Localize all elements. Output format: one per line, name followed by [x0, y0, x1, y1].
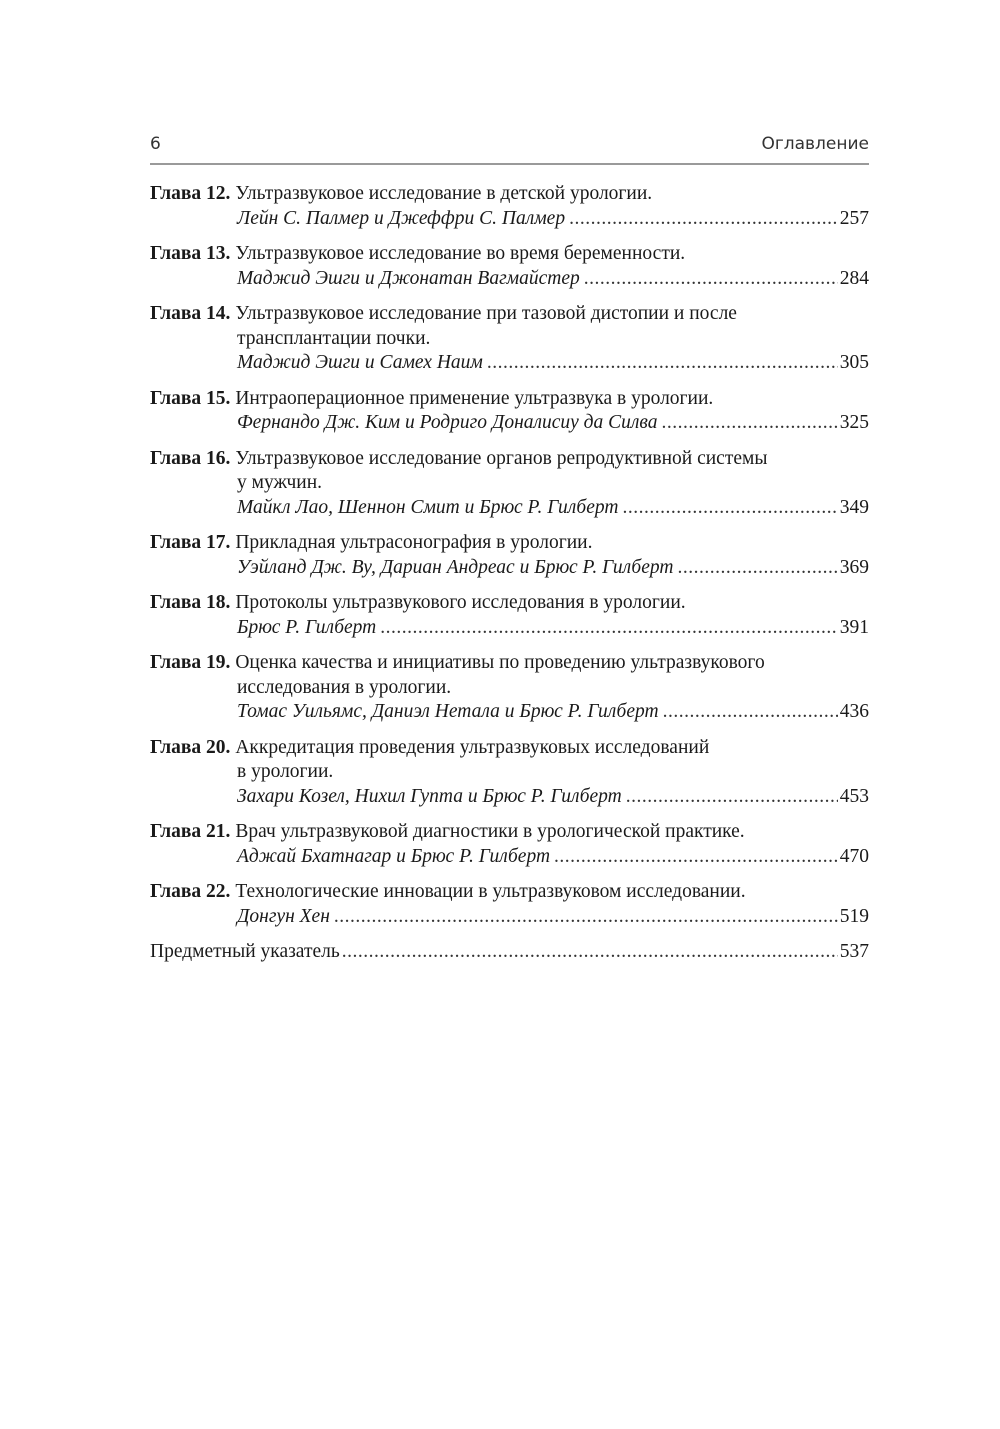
- page-reference: 325: [839, 412, 869, 433]
- chapter-author-line: [150, 700, 869, 725]
- toc-entry-chapter-18[interactable]: [150, 591, 869, 640]
- chapter-authors: Захари Козел, Нихил Гупта и Брюс Р. Гилберт: [237, 785, 622, 807]
- chapter-author-line: [150, 845, 869, 870]
- toc-entry-chapter-12[interactable]: [150, 182, 869, 231]
- chapter-title-line: [150, 880, 869, 905]
- chapter-author-line: [150, 207, 869, 232]
- toc-entry-chapter-21[interactable]: [150, 820, 869, 869]
- dot-leader: [663, 700, 838, 725]
- page-reference: 305: [839, 352, 869, 373]
- chapter-label: Глава 19.: [150, 652, 231, 673]
- page-reference: 349: [839, 496, 869, 518]
- dot-leader: [626, 785, 838, 810]
- page-reference: 391: [839, 616, 869, 638]
- dot-leader: [622, 496, 837, 521]
- chapter-title: Оценка качества и инициативы по проведению ультразвукового: [235, 652, 765, 673]
- chapter-label: Глава 22.: [150, 881, 231, 902]
- page-reference: 436: [839, 701, 869, 722]
- toc-entry-chapter-13[interactable]: [150, 242, 869, 291]
- toc-entry-chapter-22[interactable]: [150, 880, 869, 929]
- chapter-author-line: [150, 411, 869, 436]
- chapter-title-continuation: в урологии.: [237, 761, 334, 782]
- chapter-label: Глава 14.: [150, 303, 231, 324]
- dot-leader: [487, 351, 838, 376]
- chapter-title-continuation: исследования в урологии.: [237, 676, 452, 698]
- page-reference: 369: [839, 556, 869, 578]
- dot-leader: [584, 267, 838, 292]
- chapter-author-line: [150, 905, 869, 930]
- chapter-authors: Томас Уильямс, Даниэл Нетала и Брюс Р. Гилберт: [237, 701, 659, 722]
- chapter-label: Глава 17.: [150, 532, 231, 553]
- page-reference: 470: [839, 845, 869, 867]
- chapter-title-line: [150, 182, 869, 207]
- chapter-authors: Донгун Хен: [237, 905, 330, 927]
- chapter-title-line: [150, 651, 869, 676]
- chapter-title-line: [150, 591, 869, 616]
- dot-leader: [334, 905, 838, 930]
- chapter-authors: Фернандо Дж. Ким и Родриго Доналисиу да Силва: [237, 412, 658, 433]
- chapter-author-line: [150, 556, 869, 581]
- chapter-title-continuation: у мужчин.: [237, 472, 322, 493]
- page-header: [150, 134, 869, 156]
- chapter-authors: Аджай Бхатнагар и Брюс Р. Гилберт: [237, 845, 551, 867]
- chapter-label: Глава 15.: [150, 387, 231, 409]
- page-reference: 537: [839, 941, 869, 962]
- chapter-title-line: [150, 820, 869, 845]
- chapter-title-line: [150, 447, 869, 472]
- table-of-contents: [150, 182, 869, 965]
- page-reference: 453: [839, 785, 869, 807]
- toc-entry-chapter-15[interactable]: [150, 387, 869, 436]
- chapter-title-line: [150, 387, 869, 412]
- chapter-title: Интраоперационное применение ультразвука в урологии.: [235, 387, 714, 409]
- header-divider: [150, 163, 869, 165]
- chapter-title: Протоколы ультразвукового исследования в урологии.: [235, 592, 686, 613]
- chapter-title: Ультразвуковое исследование в детской урологии.: [235, 183, 653, 204]
- chapter-label: Глава 18.: [150, 592, 231, 613]
- chapter-authors: Брюс Р. Гилберт: [237, 616, 377, 638]
- toc-entry-chapter-20[interactable]: [150, 736, 869, 810]
- chapter-title: Ультразвуковое исследование органов репродуктивной системы: [235, 447, 768, 469]
- chapter-author-line: [150, 351, 869, 376]
- chapter-authors: Лейн С. Палмер и Джеффри С. Палмер: [237, 207, 566, 229]
- chapter-author-line: [150, 785, 869, 810]
- page-reference: 519: [839, 905, 869, 927]
- chapter-label: Глава 21.: [150, 821, 231, 842]
- running-title: Оглавление: [761, 134, 869, 154]
- chapter-label: Глава 13.: [150, 243, 231, 264]
- dot-leader: [380, 616, 838, 641]
- chapter-title: Технологические инновации в ультразвуковом исследовании.: [235, 881, 746, 902]
- chapter-author-line: [150, 616, 869, 641]
- dot-leader: [342, 940, 838, 965]
- chapter-authors: Маджид Эшги и Самех Наим: [237, 352, 483, 373]
- page-number: 6: [150, 134, 161, 154]
- chapter-label: Глава 16.: [150, 447, 231, 469]
- dot-leader: [554, 845, 838, 870]
- toc-entry-chapter-17[interactable]: [150, 531, 869, 580]
- chapter-title-continuation: трансплантации почки.: [237, 327, 431, 349]
- chapter-title-line: [150, 242, 869, 267]
- toc-entry-chapter-19[interactable]: [150, 651, 869, 725]
- chapter-author-line: [150, 267, 869, 292]
- page-reference: 284: [839, 267, 869, 289]
- chapter-title: Аккредитация проведения ультразвуковых исследований: [235, 736, 710, 758]
- dot-leader: [677, 556, 837, 581]
- chapter-authors: Майкл Лао, Шеннон Смит и Брюс Р. Гилберт: [237, 496, 619, 518]
- dot-leader: [662, 411, 838, 436]
- chapter-authors: Маджид Эшги и Джонатан Вагмайстер: [237, 267, 580, 289]
- chapter-authors: Уэйланд Дж. Ву, Дариан Андреас и Брюс Р. Гилберт: [237, 556, 674, 578]
- dot-leader: [569, 207, 838, 232]
- chapter-title: Ультразвуковое исследование при тазовой дистопии и после: [235, 303, 737, 324]
- toc-entry-subject-index[interactable]: [150, 940, 869, 965]
- chapter-title: Прикладная ультрасонография в урологии.: [235, 532, 593, 553]
- chapter-title: Ультразвуковое исследование во время беременности.: [235, 243, 686, 264]
- chapter-label: Глава 12.: [150, 183, 231, 204]
- chapter-author-line: [150, 496, 869, 521]
- chapter-title-line: [150, 531, 869, 556]
- toc-entry-chapter-16[interactable]: [150, 447, 869, 521]
- chapter-title-line: [150, 302, 869, 327]
- page-reference: 257: [839, 207, 869, 229]
- chapter-label: Глава 20.: [150, 736, 231, 758]
- chapter-title: Врач ультразвуковой диагностики в урологической практике.: [235, 821, 745, 842]
- chapter-title-line: [150, 736, 869, 761]
- toc-entry-chapter-14[interactable]: [150, 302, 869, 376]
- subject-index-label: Предметный указатель: [150, 941, 340, 962]
